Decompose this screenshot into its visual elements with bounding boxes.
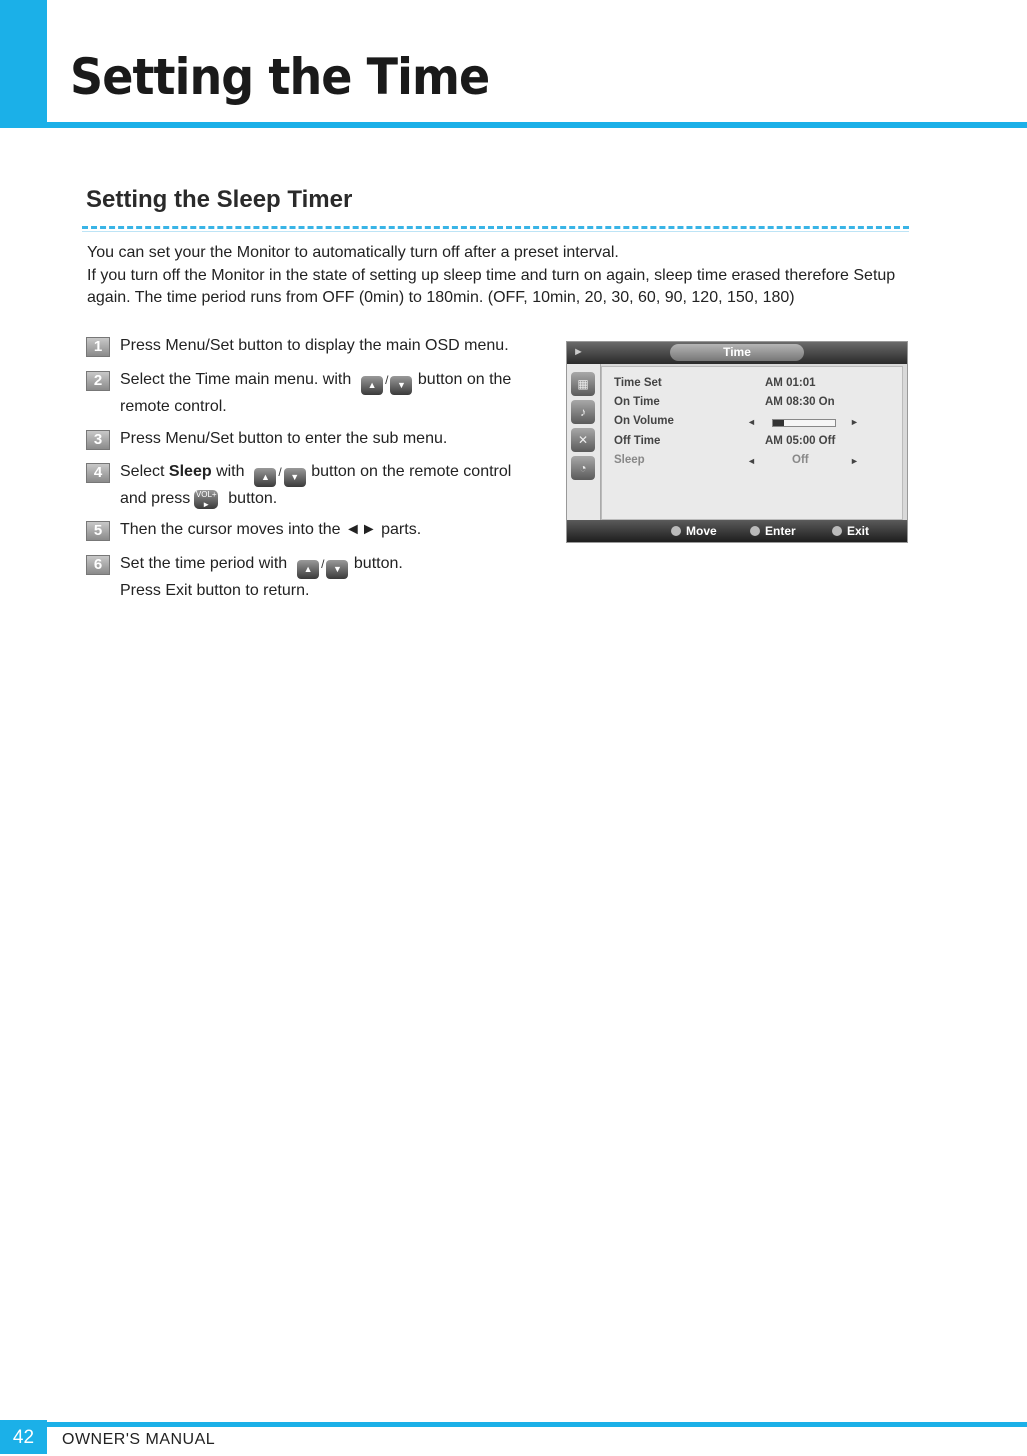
step-text: Press Menu/Set button to display the main OSD menu. [120, 337, 509, 354]
osd-hint-label: Exit [847, 524, 870, 538]
slash-separator: / [385, 373, 389, 387]
step-text: Then the cursor moves into the ◄► parts. [120, 521, 422, 538]
step-text-part: button on the remote control. [120, 371, 512, 415]
slash-separator: / [278, 465, 282, 479]
osd-row-value: AM 08:30 On [765, 396, 835, 408]
osd-hint-label: Move [686, 524, 717, 538]
step-number: 4 [86, 463, 110, 483]
step-text-part: Select the Time main menu. with [120, 371, 352, 388]
step-text-part: button on the remote control [311, 463, 512, 480]
section-title: Setting the Sleep Timer [86, 186, 353, 213]
step-text-part: and press [120, 490, 191, 507]
volume-slider-fill [773, 420, 784, 426]
section-divider [82, 226, 909, 229]
sleep-keyword: Sleep [168, 463, 212, 480]
osd-hint-enter [750, 524, 796, 538]
vol-button-arrow: ► [202, 500, 211, 509]
step-text [120, 552, 520, 602]
osd-hint-move [671, 524, 717, 538]
step-text-part: button. [353, 555, 403, 572]
step-text: Press Menu/Set button to enter the sub menu. [120, 430, 448, 447]
up-button-icon: ▲ [297, 560, 319, 579]
page-title: Setting the Time [70, 48, 490, 106]
time-icon: ◔ [571, 456, 595, 480]
section-divider-underline [82, 231, 909, 232]
footer-label: OWNER'S MANUAL [62, 1431, 216, 1448]
step-number: 2 [86, 371, 110, 391]
vol-button-label: VOL+ [195, 490, 217, 499]
step-text-part: Set the time period with [120, 555, 288, 572]
exit-icon [832, 526, 842, 536]
down-button-icon: ▼ [326, 560, 348, 579]
osd-hint-label: Enter [765, 524, 796, 538]
sound-icon: ♪ [571, 400, 595, 424]
slash-separator: / [321, 557, 325, 571]
step-text-part: Press Exit button to return. [120, 582, 310, 599]
intro-text [87, 242, 917, 310]
volume-slider [772, 419, 836, 427]
osd-arrow-icon: ► [573, 346, 584, 358]
enter-icon [750, 526, 760, 536]
osd-hint-bar [567, 520, 907, 542]
left-arrow-icon: ◄ [747, 417, 756, 427]
page-number: 42 [0, 1420, 47, 1454]
osd-row-value: Off [792, 454, 809, 466]
osd-row-value: AM 01:01 [765, 377, 816, 389]
move-icon [671, 526, 681, 536]
osd-sidebar [567, 364, 601, 520]
osd-hint-exit [832, 524, 869, 538]
intro-paragraph-2: If you turn off the Monitor in the state of setting up sleep time and turn on again, sleep time erased therefore Setup again. The time period runs from OFF (0min) to 180min. (OFF, 10min, 20, 30, 60, 90, 120, 150, 180) [87, 266, 896, 306]
osd-row-label: Sleep [614, 454, 645, 466]
step-number: 6 [86, 555, 110, 575]
up-button-icon: ▲ [361, 376, 383, 395]
picture-icon: ▦ [571, 372, 595, 396]
up-button-icon: ▲ [254, 468, 276, 487]
header-accent-bar [0, 0, 47, 128]
step-text [120, 368, 520, 418]
step-number: 1 [86, 337, 110, 357]
osd-row-value: AM 05:00 Off [765, 435, 836, 447]
osd-title-bar [567, 342, 907, 364]
step-text-part: Select [120, 463, 165, 480]
down-button-icon: ▼ [390, 376, 412, 395]
right-arrow-icon: ► [850, 456, 859, 466]
step-number: 3 [86, 430, 110, 450]
step-text-part: button. [228, 490, 278, 507]
osd-row-label: Off Time [614, 435, 661, 447]
setup-icon: ✕ [571, 428, 595, 452]
right-arrow-icon: ► [850, 417, 859, 427]
header-rule [47, 122, 1027, 128]
osd-row-label: On Volume [614, 415, 674, 427]
down-button-icon: ▼ [284, 468, 306, 487]
left-arrow-icon: ◄ [747, 456, 756, 466]
footer-rule [47, 1422, 1027, 1427]
step-number: 5 [86, 521, 110, 541]
step-text [120, 460, 520, 510]
intro-paragraph-1: You can set your the Monitor to automatically turn off after a preset interval. [87, 244, 619, 261]
osd-content [601, 366, 903, 520]
osd-row-label: On Time [614, 396, 660, 408]
osd-row-label: Time Set [614, 377, 662, 389]
osd-tab-time: Time [670, 344, 804, 361]
osd-time-menu [566, 341, 908, 543]
step-text-part: with [216, 463, 245, 480]
vol-plus-button-icon [194, 490, 218, 509]
